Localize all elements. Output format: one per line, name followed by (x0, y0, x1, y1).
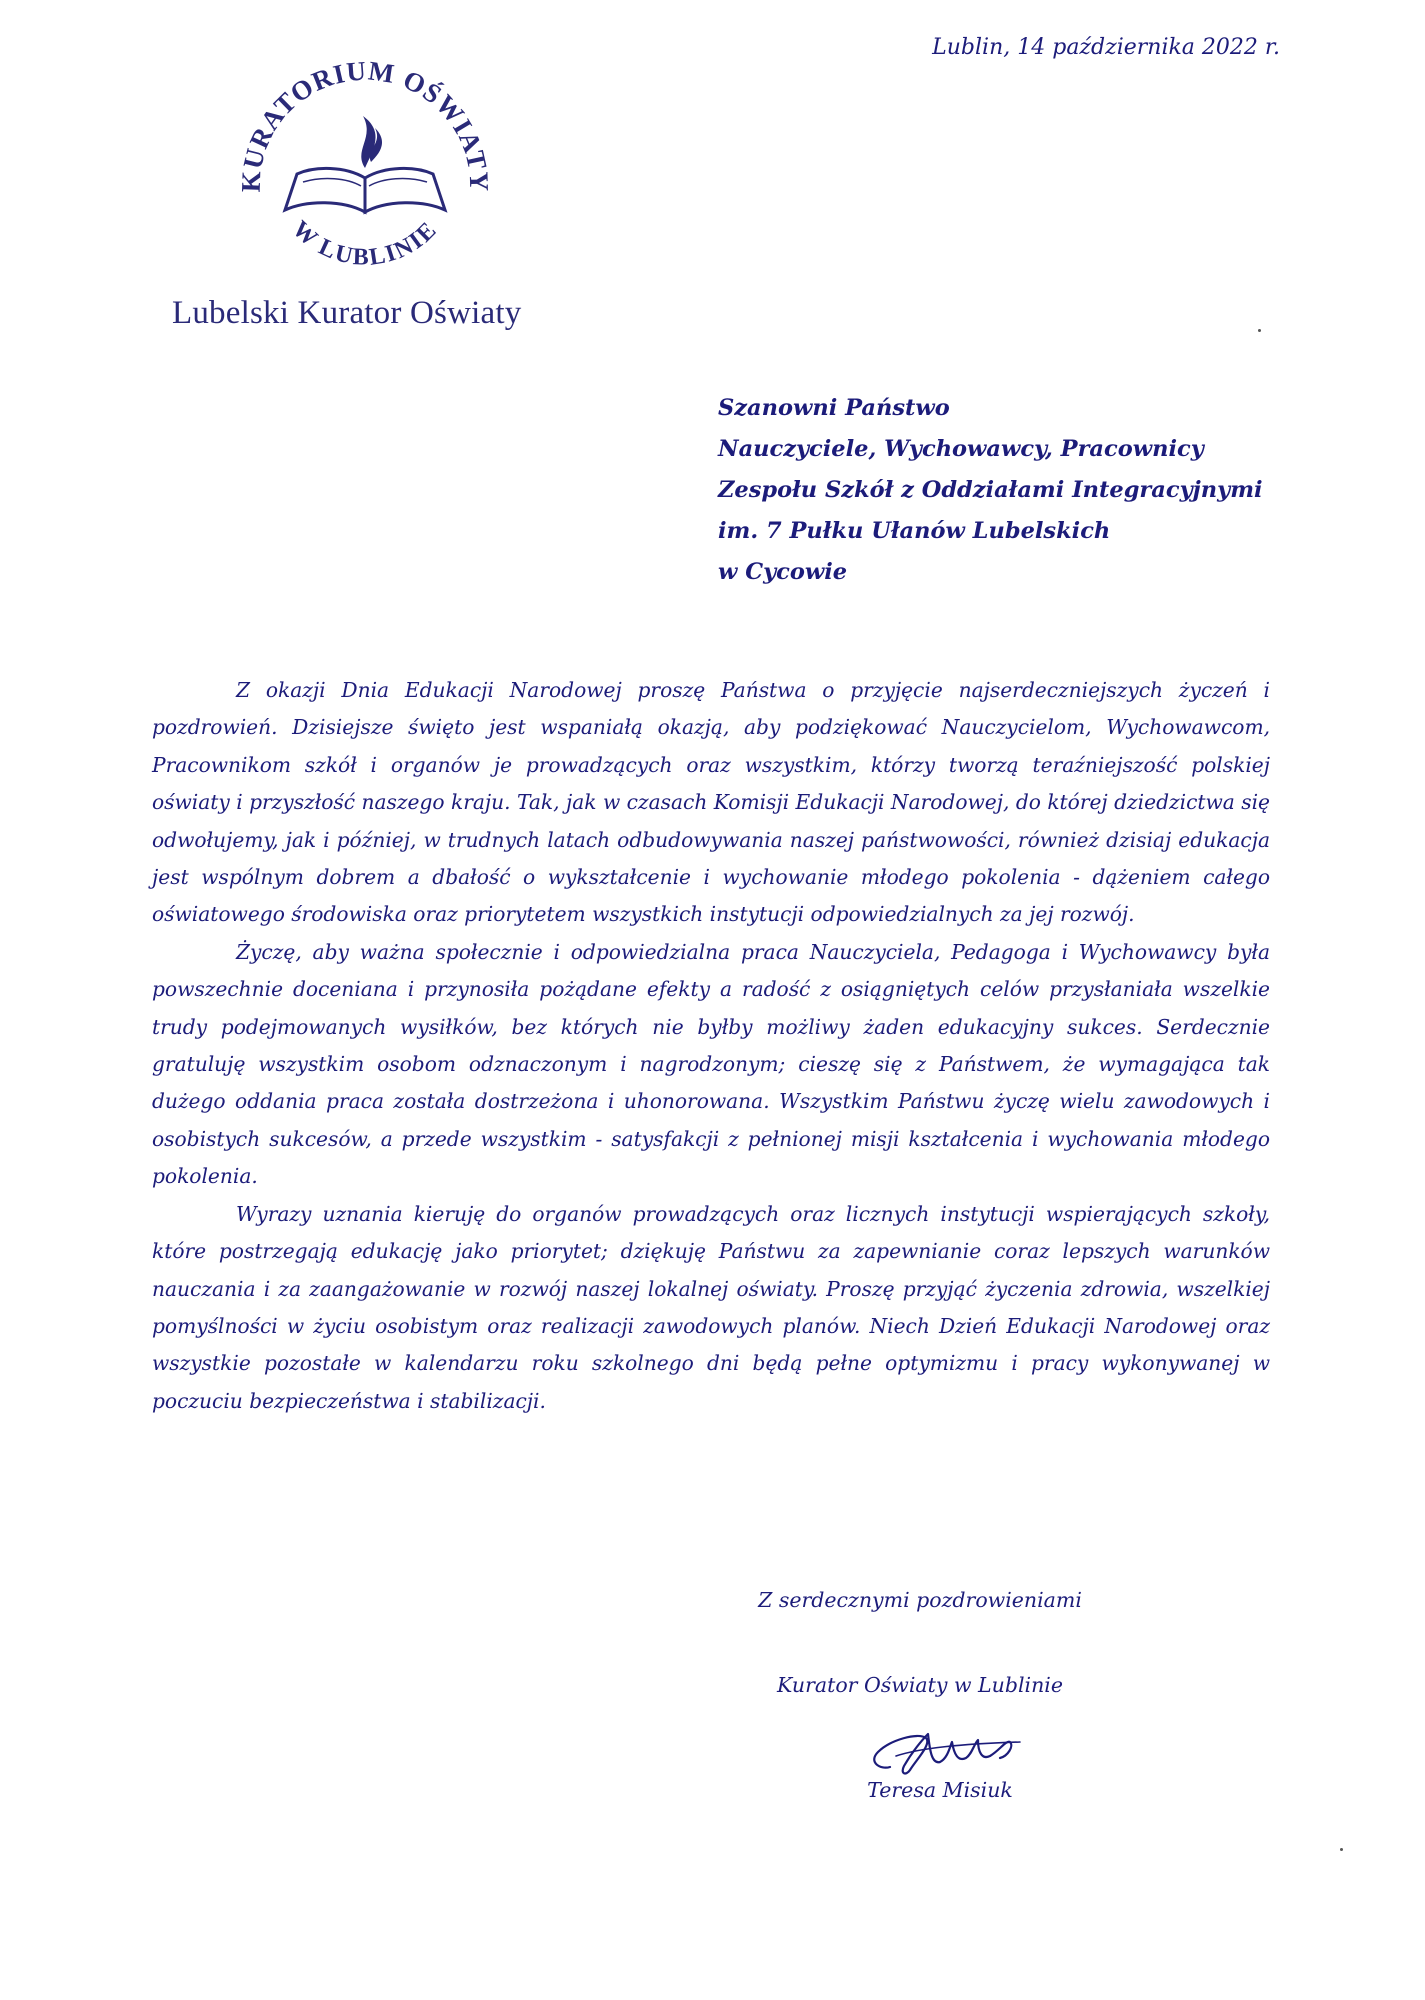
recipient-block (718, 388, 1278, 593)
logo-text-bottom: W LUBLINIE (287, 216, 443, 271)
scan-speck (1258, 329, 1261, 332)
recipient-line: w Cycowie (718, 559, 848, 585)
office-name: Lubelski Kurator Oświaty (172, 295, 522, 331)
signer-name: Teresa Misiuk (867, 1778, 1013, 1802)
recipient-line: Szanowni Państwo (718, 395, 950, 421)
body-paragraph: Życzę, aby ważna społecznie i odpowiedzialna praca Nauczyciela, Pedagoga i Wychowawcy była powszechnie doceniana i przynosiła pożądane efekty a radość z osiągniętych celów przysłaniała wszelkie trudy podejmowanych wysiłków, bez których nie byłby możliwy żaden edukacyjny sukces. Serdecznie gratuluję wszystkim osobom odznaczonym i nagrodzonym; cieszę się z Państwem, że wymagająca tak dużego oddania praca została dostrzeżona i uhonorowana. Wszystkim Państwu życzę wielu zawodowych i osobistych sukcesów, a przede wszystkim - satysfakcji z pełnionej misji kształcenia i wychowania młodego pokolenia. (152, 939, 1270, 1189)
svg-text:W LUBLINIE (287, 216, 443, 271)
svg-text:KURATORIUM OŚWIATY (236, 55, 495, 192)
recipient-line: Nauczyciele, Wychowawcy, Pracownicy (718, 436, 1204, 462)
open-book-flame-icon (285, 116, 445, 212)
signer-title: Kurator Oświaty w Lublinie (777, 1673, 1063, 1697)
letter-body (152, 672, 1270, 1420)
handwritten-signature (860, 1712, 1040, 1782)
kuratorium-logo (215, 50, 515, 290)
closing-salutation: Z serdecznymi pozdrowieniami (758, 1588, 1082, 1612)
recipient-line: Zespołu Szkół z Oddziałami Integracyjnymi (718, 477, 1263, 503)
logo-text-top: KURATORIUM OŚWIATY (235, 55, 495, 193)
scan-speck (1340, 1848, 1343, 1851)
body-paragraph: Wyrazy uznania kieruję do organów prowadzących oraz licznych instytucji wspierających szkoły, które postrzegają edukację jako priorytet; dziękuję Państwu za zapewnianie coraz lepszych warunków nauczania i za zaangażowanie w rozwój naszej lokalnej oświaty. Proszę przyjąć życzenia zdrowia, wszelkiej pomyślności w życiu osobistym oraz realizacji zawodowych planów. Niech Dzień Edukacji Narodowej oraz wszystkie pozostałe w kalendarzu roku szkolnego dni będą pełne optymizmu i pracy wykonywanej w poczuciu bezpieczeństwa i stabilizacji. (152, 1201, 1270, 1413)
letter-date: Lublin, 14 października 2022 r. (932, 35, 1280, 60)
body-paragraph: Z okazji Dnia Edukacji Narodowej proszę Państwa o przyjęcie najserdeczniejszych życzeń i pozdrowień. Dzisiejsze święto jest wspaniałą okazją, aby podziękować Nauczycielom, Wychowawcom, Pracownikom szkół i organów je prowadzących oraz wszystkim, którzy tworzą teraźniejszość polskiej oświaty i przyszłość naszego kraju. Tak, jak w czasach Komisji Edukacji Narodowej, do której dziedzictwa się odwołujemy, jak i później, w trudnych latach odbudowywania naszej państwowości, również dzisiaj edukacja jest wspólnym dobrem a dbałość o wykształcenie i wychowanie młodego pokolenia - dążeniem całego oświatowego środowiska oraz priorytetem wszystkich instytucji odpowiedzialnych za jej rozwój. (152, 678, 1270, 927)
recipient-line: im. 7 Pułku Ułanów Lubelskich (718, 518, 1111, 544)
